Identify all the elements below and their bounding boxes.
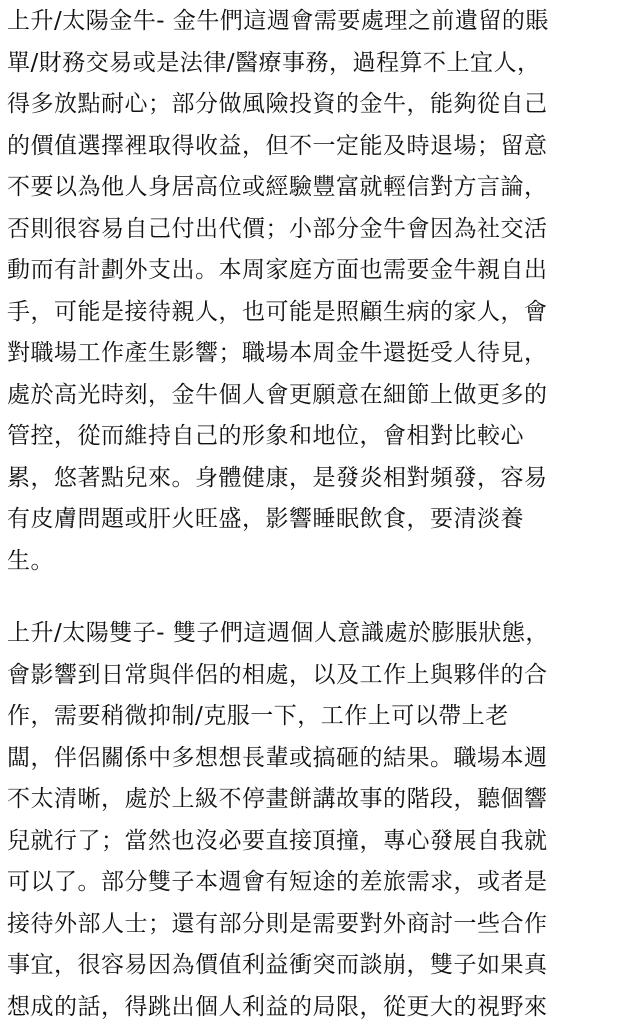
text-line: 不太清晰，處於上級不停畫餅講故事的階段，聽個響: [7, 786, 548, 812]
text-line: 生。: [7, 547, 54, 574]
text-line: 管控，從而維持自己的形象和地位，會相對比較心: [7, 423, 524, 449]
text-line: 上升/太陽雙子- 雙子們這週個人意識處於膨脹狀態，: [7, 620, 549, 646]
text-line: 有皮膚問題或肝火旺盛，影響睡眠飲食，要清淡養: [7, 506, 524, 532]
text-line: 得多放點耐心；部分做風險投資的金牛，能夠從自己: [7, 91, 548, 117]
text-line: 可以了。部分雙子本週會有短途的差旅需求，或者是: [7, 869, 548, 895]
paragraph-taurus: [7, 1, 617, 582]
text-line: 接待外部人士；還有部分則是需要對外商討一些合作: [7, 910, 548, 937]
text-line: 累，悠著點兒來。身體健康，是發炎相對頻發，容易: [7, 464, 548, 491]
text-line: 對職場工作產生影響；職場本周金牛還挺受人待見，: [7, 340, 548, 366]
text-line: 手，可能是接待親人，也可能是照顧生病的家人，會: [7, 298, 548, 325]
text-line: 事宜，很容易因為價值利益衝突而談崩，雙子如果真: [7, 952, 548, 978]
text-line: 作，需要稍微抑制/克服一下，工作上可以帶上老: [7, 703, 509, 729]
text-line: 單/財務交易或是法律/醫療事務，過程算不上宜人，: [7, 49, 541, 76]
text-line: 的價值選擇裡取得收益，但不一定能及時退場；留意: [7, 132, 548, 159]
text-line: 動而有計劃外支出。本周家庭方面也需要金牛親自出: [7, 257, 548, 283]
text-line: 不要以為他人身居高位或經驗豐富就輕信對方言論，: [7, 174, 548, 200]
text-line: 闆，伴侶關係中多想想長輩或搞砸的結果。職場本週: [7, 744, 548, 771]
text-line: 兒就行了；當然也沒必要直接頂撞，專心發展自我就: [7, 827, 548, 854]
text-line: 上升/太陽金牛- 金牛們這週會需要處理之前遺留的賬: [7, 8, 549, 34]
text-line: 否則很容易自己付出代價；小部分金牛會因為社交活: [7, 215, 548, 242]
text-line: 處於高光時刻，金牛個人會更願意在細節上做更多的: [7, 381, 548, 408]
text-line: 會影響到日常與伴侶的相處，以及工作上與夥伴的合: [7, 661, 548, 688]
paragraph-gemini: [7, 613, 617, 1024]
text-line: 想成的話，得跳出個人利益的局限，從更大的視野來: [7, 993, 548, 1020]
